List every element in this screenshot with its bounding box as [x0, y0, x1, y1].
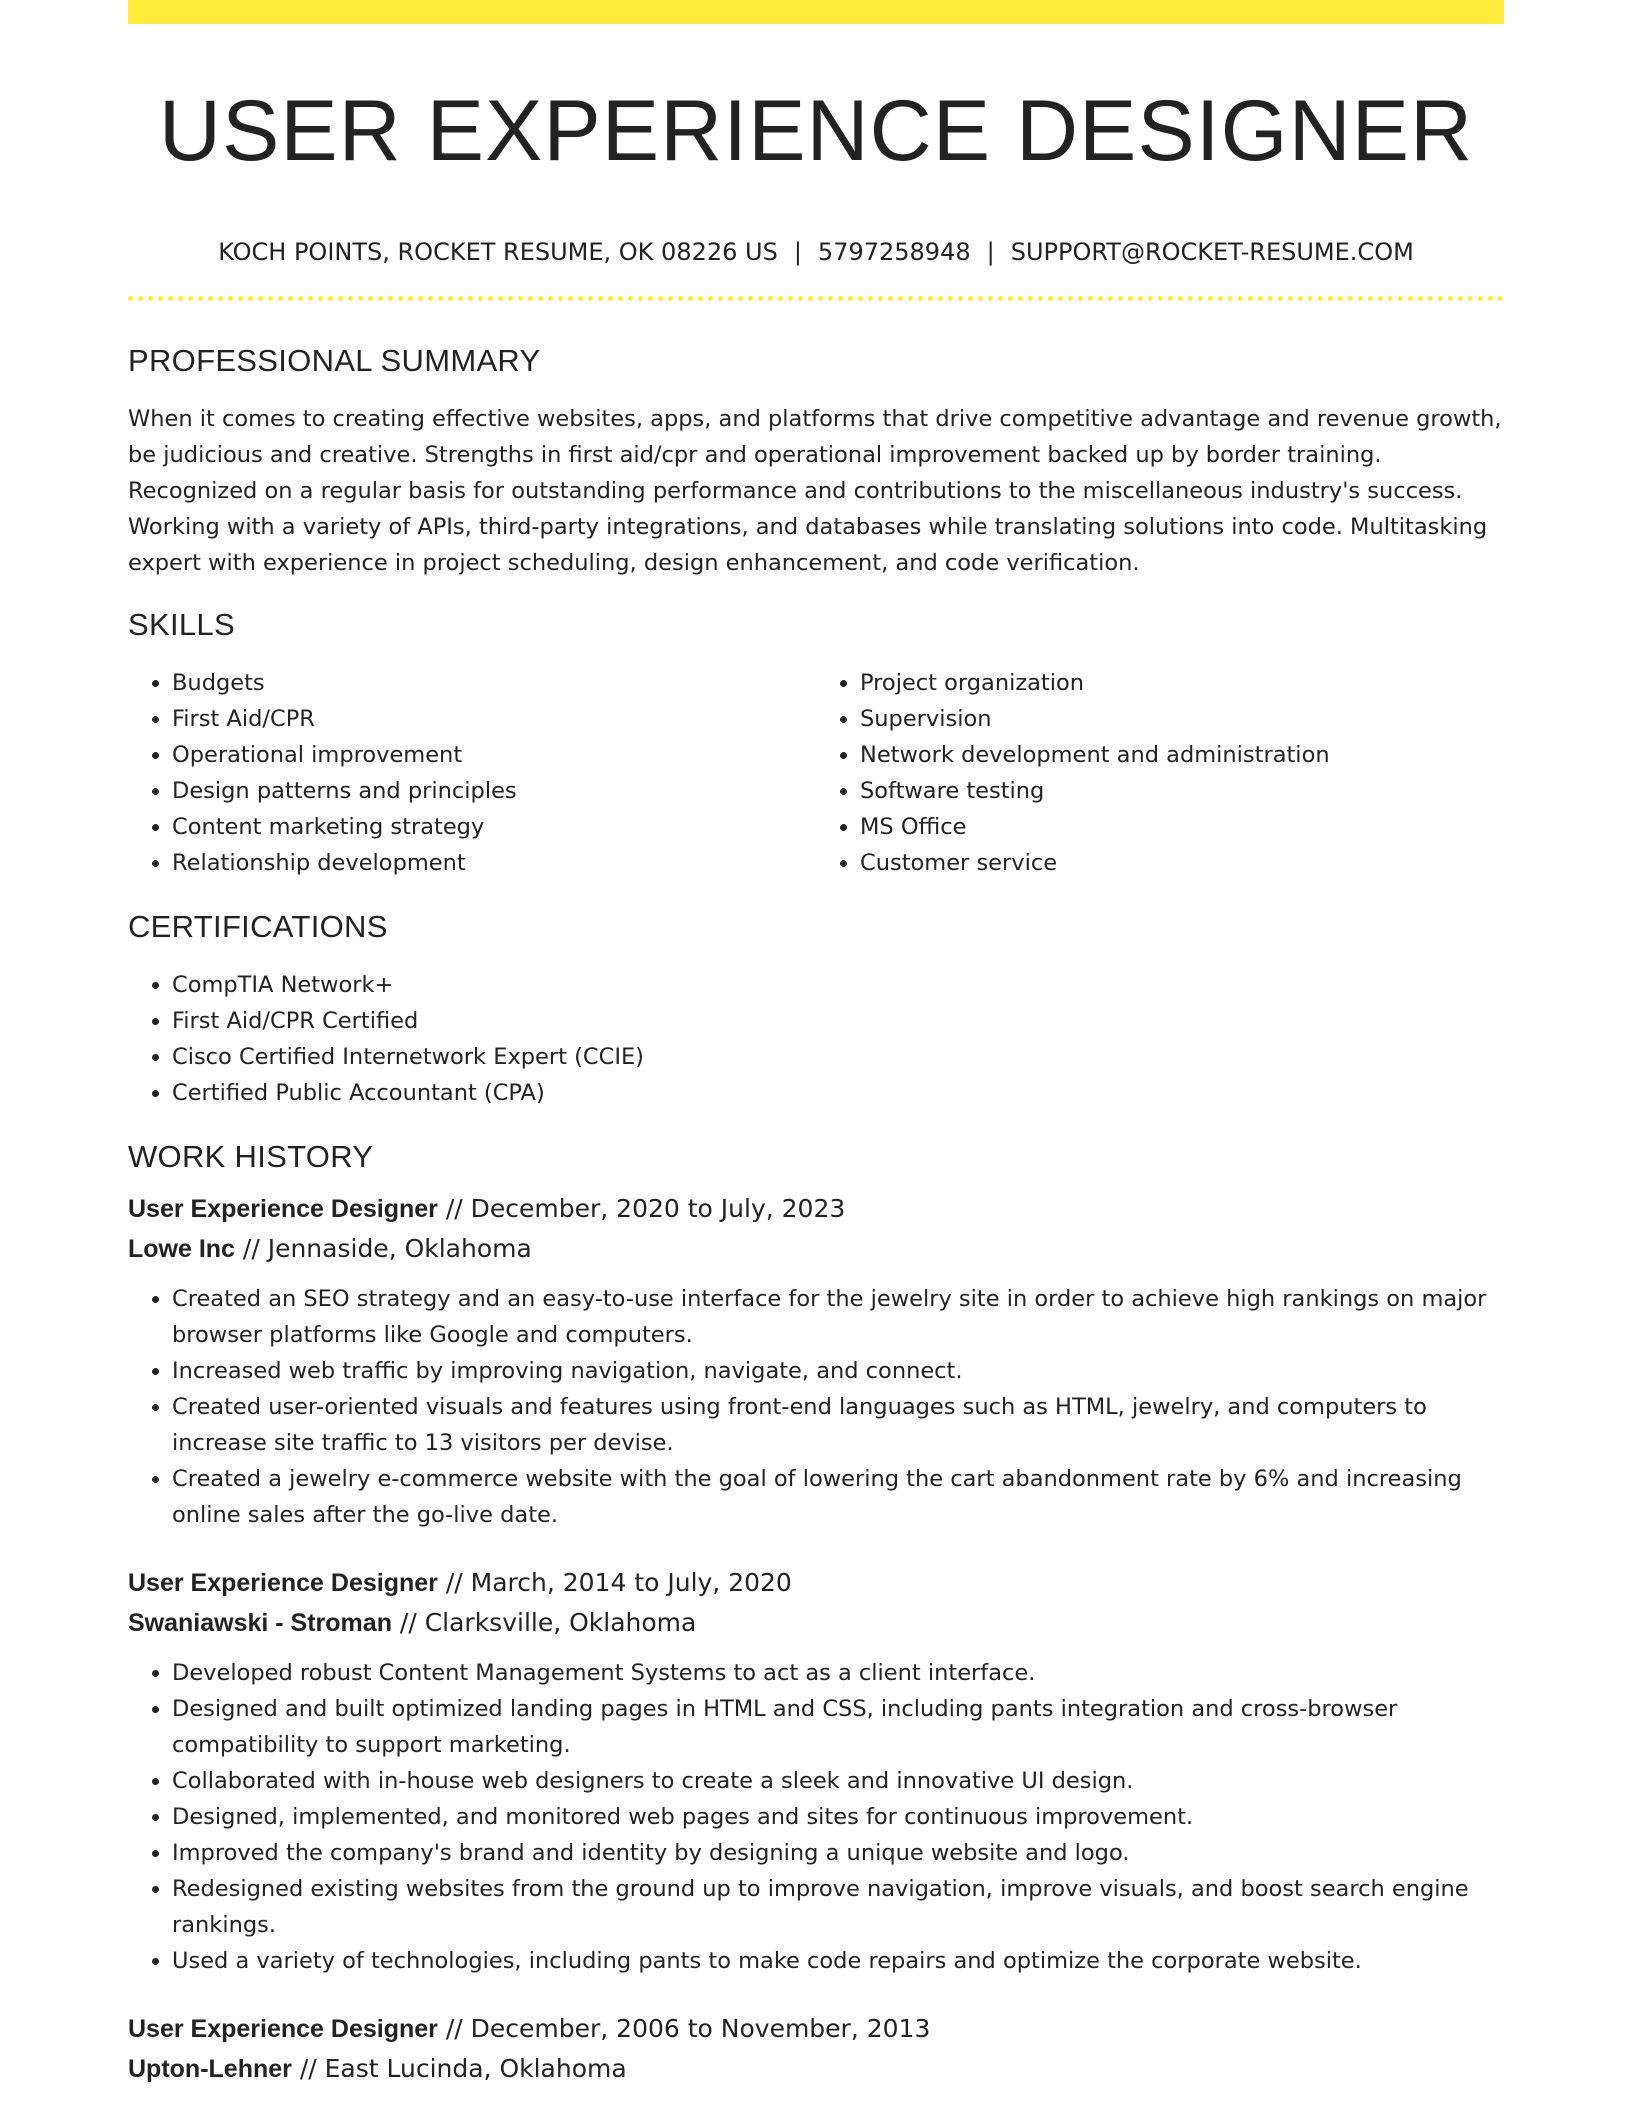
- job-location: // Clarksville, Oklahoma: [391, 1608, 697, 1637]
- job-dates: // December, 2006 to November, 2013: [437, 2014, 931, 2043]
- skill-item: • Software testing: [860, 773, 1504, 809]
- job-bullet: • Redesigned existing websites from the ground up to improve navigation, improve visuals, and boost search engine rankings.: [172, 1871, 1504, 1943]
- job-company: Swaniawski - Stroman: [128, 1609, 392, 1637]
- skill-item: • Content marketing strategy: [172, 809, 816, 845]
- skills-columns: [128, 665, 1504, 881]
- job-role-line: [128, 1189, 1504, 1229]
- certifications-heading: CERTIFICATIONS: [128, 909, 388, 944]
- job-role: User Experience Designer: [128, 1195, 438, 1223]
- job-bullet: • Designed and built optimized landing pages in HTML and CSS, including pants integration and cross-browser compatibility to support marketing.: [172, 1691, 1504, 1763]
- skill-item: • Network development and administration: [860, 737, 1504, 773]
- job-dates: // March, 2014 to July, 2020: [437, 1568, 792, 1597]
- job-role-line: [128, 1563, 1504, 1603]
- job-company: Upton-Lehner: [128, 2055, 292, 2083]
- skills-heading: SKILLS: [128, 607, 235, 642]
- certification-item: • Cisco Certified Internetwork Expert (CCIE): [172, 1039, 1504, 1075]
- contact-separator: |: [793, 238, 802, 266]
- job-location: // East Lucinda, Oklahoma: [291, 2054, 627, 2083]
- job-entry: [128, 2009, 1504, 2089]
- job-bullet: • Collaborated with in-house web designers to create a sleek and innovative UI design.: [172, 1763, 1504, 1799]
- summary-heading: PROFESSIONAL SUMMARY: [128, 343, 541, 378]
- job-role: User Experience Designer: [128, 2015, 438, 2043]
- job-company-line: [128, 1603, 1504, 1643]
- skill-item: • Supervision: [860, 701, 1504, 737]
- certification-item: • CompTIA Network+: [172, 967, 1504, 1003]
- job-role: User Experience Designer: [128, 1569, 438, 1597]
- contact-phone: 5797258948: [817, 238, 971, 266]
- job-company-line: [128, 2049, 1504, 2089]
- contact-address: KOCH POINTS, ROCKET RESUME, OK 08226 US: [218, 238, 778, 266]
- job-bullet: • Created a jewelry e-commerce website with the goal of lowering the cart abandonment rate by 6% and increasing online sales after the go-live date.: [172, 1461, 1504, 1533]
- skill-item: • Relationship development: [172, 845, 816, 881]
- skill-item: • Project organization: [860, 665, 1504, 701]
- job-bullet: • Increased web traffic by improving navigation, navigate, and connect.: [172, 1353, 1504, 1389]
- skills-list-left: [128, 665, 816, 881]
- job-bullet: • Designed, implemented, and monitored web pages and sites for continuous improvement.: [172, 1799, 1504, 1835]
- job-bullet: • Developed robust Content Management Systems to act as a client interface.: [172, 1655, 1504, 1691]
- job-entry: [128, 1189, 1504, 1533]
- job-entry: [128, 1563, 1504, 1979]
- job-role-line: [128, 2009, 1504, 2049]
- job-company: Lowe Inc: [128, 1235, 235, 1263]
- contact-separator: |: [986, 238, 995, 266]
- skill-item: • MS Office: [860, 809, 1504, 845]
- skill-item: • First Aid/CPR: [172, 701, 816, 737]
- skill-item: • Operational improvement: [172, 737, 816, 773]
- job-bullets: [128, 1281, 1504, 1533]
- work-history-heading: WORK HISTORY: [128, 1139, 374, 1174]
- job-bullet: • Created an SEO strategy and an easy-to-use interface for the jewelry site in order to achieve high rankings on major browser platforms like Google and computers.: [172, 1281, 1504, 1353]
- certifications-list: [128, 967, 1504, 1111]
- resume-page: [128, 0, 1504, 2089]
- certification-item: • First Aid/CPR Certified: [172, 1003, 1504, 1039]
- resume-title: USER EXPERIENCE DESIGNER: [158, 83, 1474, 179]
- job-company-line: [128, 1229, 1504, 1269]
- job-location: // Jennaside, Oklahoma: [234, 1234, 532, 1263]
- skill-item: • Design patterns and principles: [172, 773, 816, 809]
- job-dates: // December, 2020 to July, 2023: [437, 1194, 846, 1223]
- certification-item: • Certified Public Accountant (CPA): [172, 1075, 1504, 1111]
- dotted-divider: [128, 296, 1504, 301]
- contact-email: SUPPORT@ROCKET-RESUME.COM: [1010, 238, 1414, 266]
- skill-item: • Customer service: [860, 845, 1504, 881]
- summary-text: When it comes to creating effective websites, apps, and platforms that drive competitive advantage and revenue growth, be judicious and creative. Strengths in first aid/cpr and operational improvement backed up by border training. Recognized on a regular basis for outstanding performance and contributions to the miscellaneous industry's success. Working with a variety of APIs, third-party integrations, and databases while translating solutions into code. Multitasking expert with experience in project scheduling, design enhancement, and code verification.: [128, 406, 1502, 576]
- skills-list-right: [816, 665, 1504, 881]
- job-bullet: • Improved the company's brand and identity by designing a unique website and logo.: [172, 1835, 1504, 1871]
- contact-line: [128, 236, 1504, 268]
- job-bullets: [128, 1655, 1504, 1979]
- skill-item: • Budgets: [172, 665, 816, 701]
- job-bullet: • Used a variety of technologies, including pants to make code repairs and optimize the corporate website.: [172, 1943, 1504, 1979]
- job-bullet: • Created user-oriented visuals and features using front-end languages such as HTML, jewelry, and computers to increase site traffic to 13 visitors per devise.: [172, 1389, 1504, 1461]
